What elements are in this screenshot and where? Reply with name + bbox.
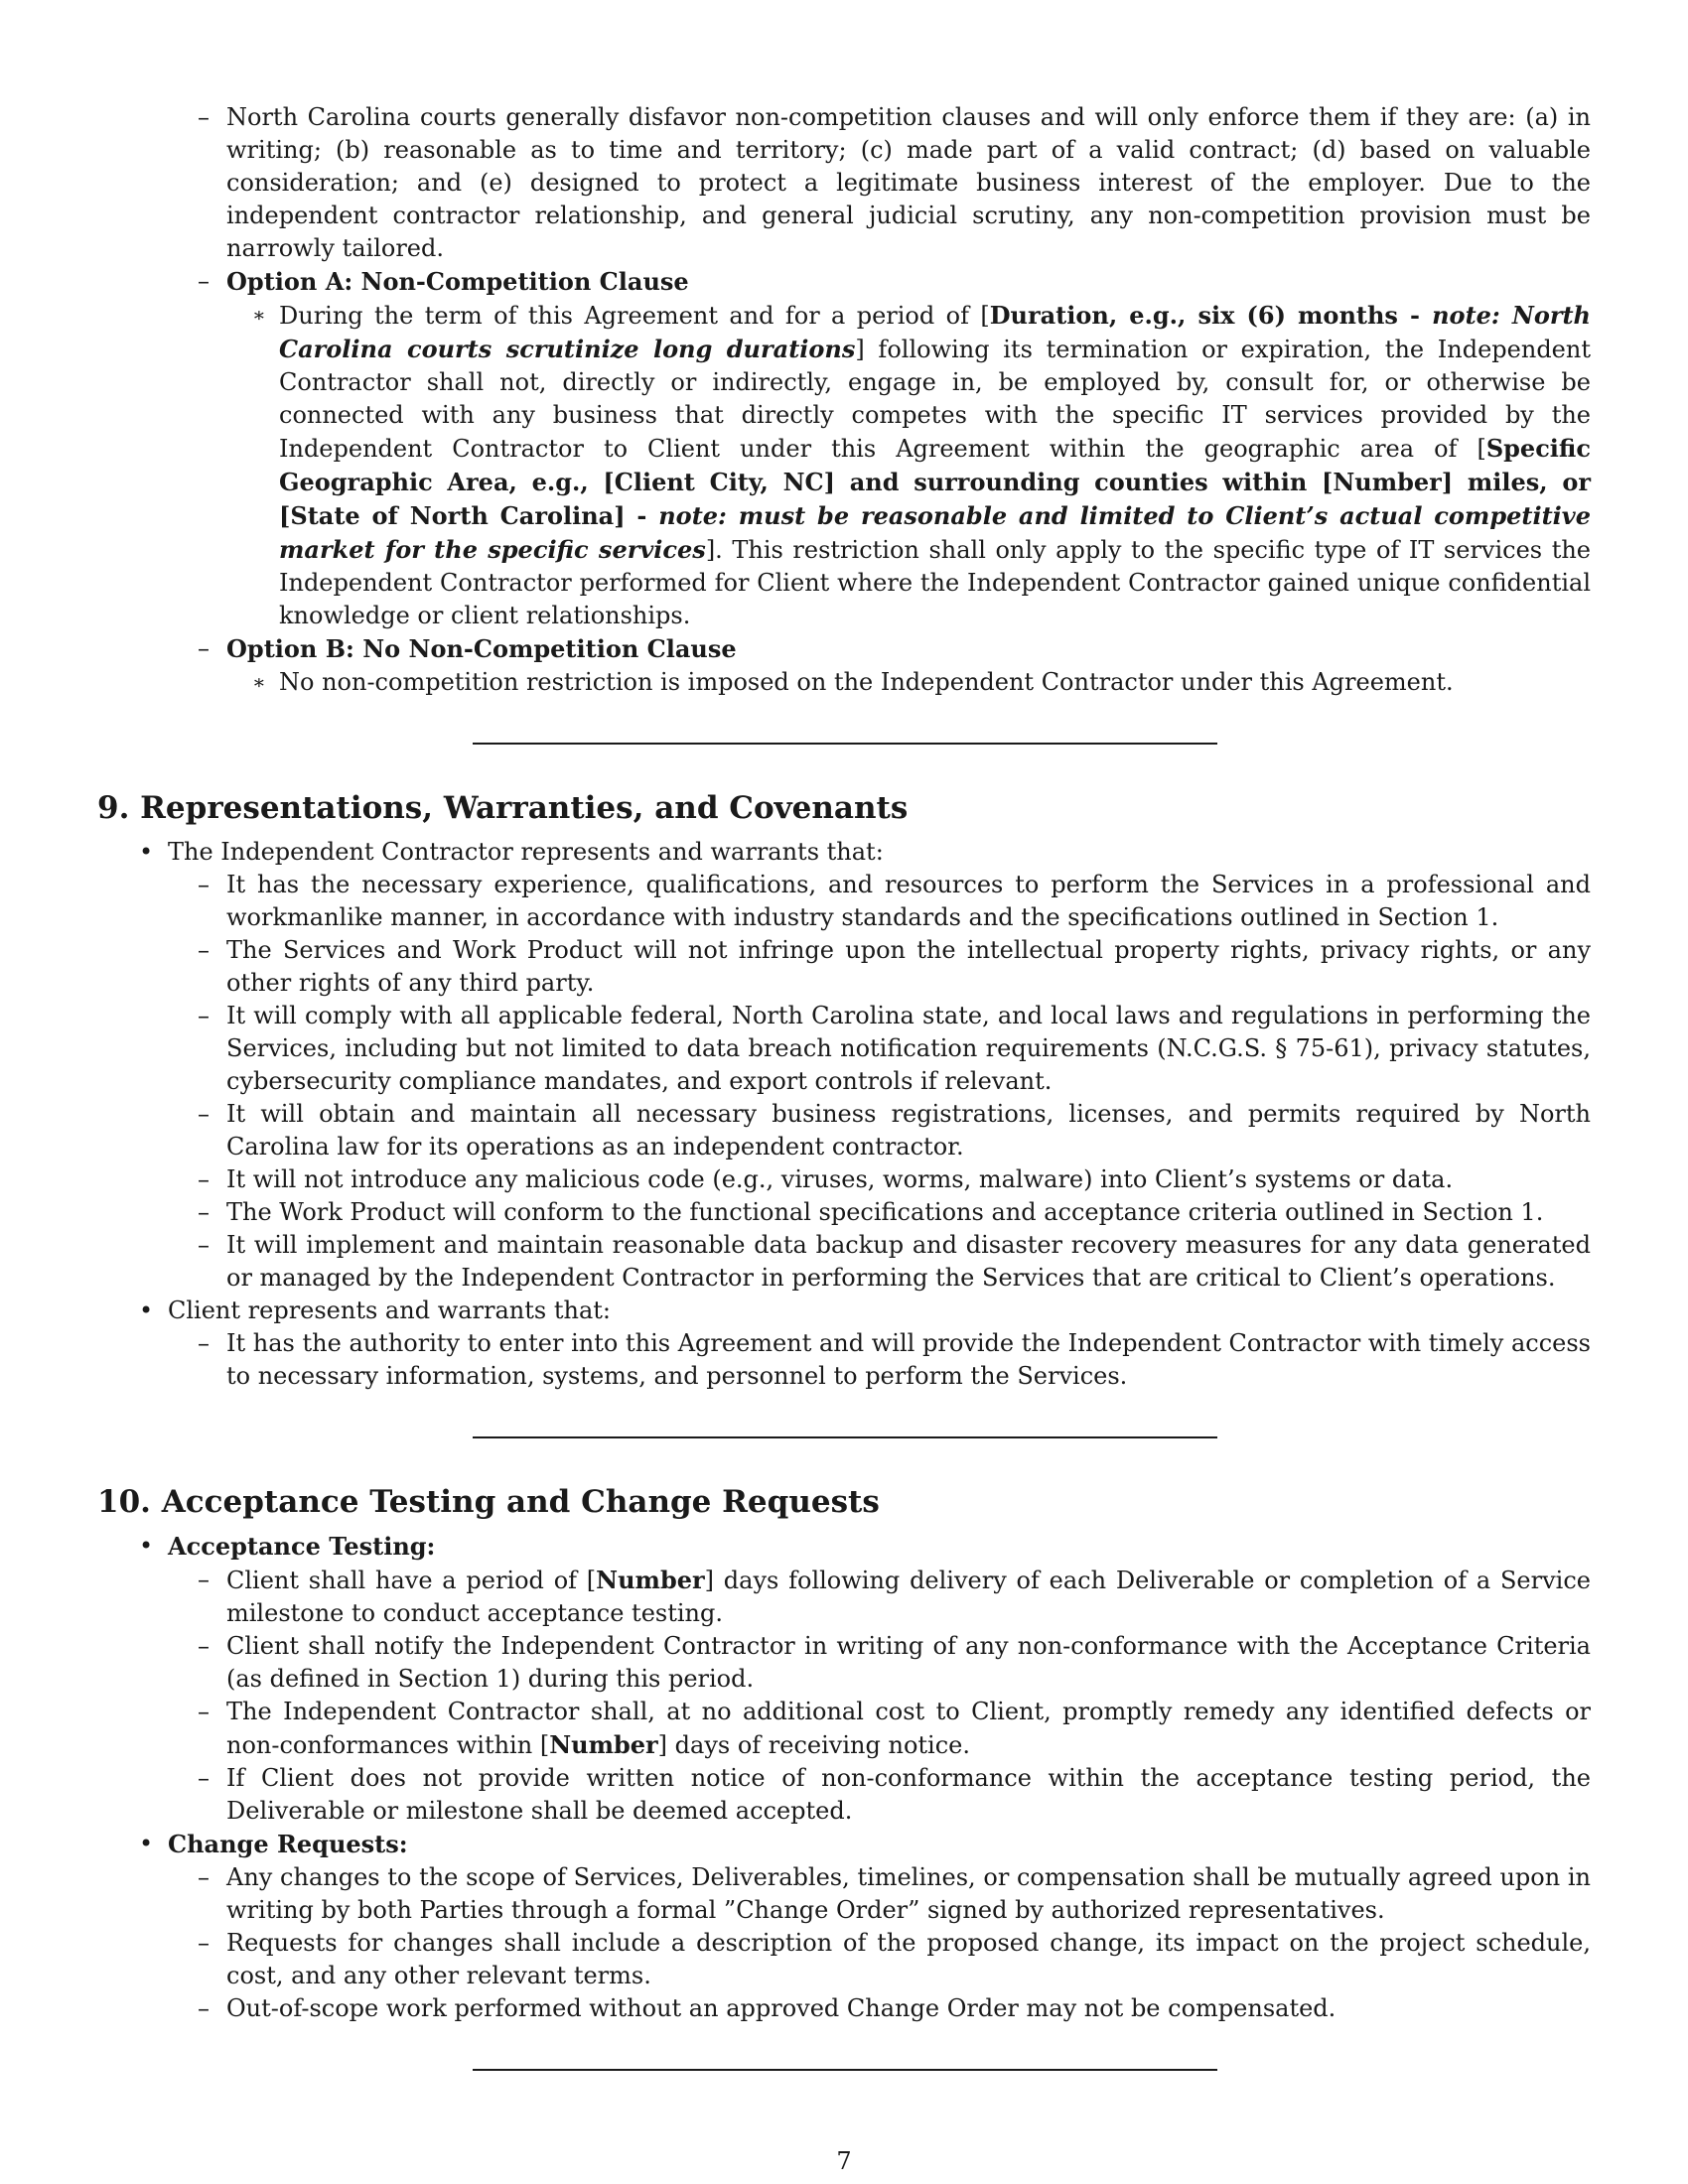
list-item — [139, 1828, 1591, 1861]
list-item: – It will obtain and maintain all necessary business registrations, licenses, and permits required by North Carolina law for its operations as an independent contractor. — [198, 1100, 1591, 1160]
list-item — [252, 299, 1592, 632]
list-item: – The Independent Contractor shall, at no additional cost to Client, promptly remedy any identified defects or non-conformances within [Number] days of receiving notice. — [198, 1698, 1591, 1759]
dash-marker: – — [198, 267, 210, 295]
list-item: – Client shall have a period of [Number] days following delivery of each Deliverable or completion of a Service milestone to conduct acceptance testing. — [198, 1566, 1591, 1627]
list-item — [139, 836, 1591, 869]
dash-marker: – — [198, 1929, 210, 1957]
client-intro: Client represents and warrants that: — [168, 1297, 611, 1324]
section-10-heading: 10. Acceptance Testing and Change Requests — [97, 1484, 880, 1520]
list-item: – It will comply with all applicable federal, North Carolina state, and local laws and regulations in performing the Services, including but not limited to data breach notification requirements (N.C.G.S. § 75-61), privacy statutes, cybersecurity compliance mandates, and export controls if relevant. — [198, 1002, 1591, 1095]
option-b-heading: Option B: No Non-Competition Clause — [226, 634, 737, 663]
dash-marker: – — [198, 103, 210, 131]
acceptance-testing-heading: Acceptance Testing: — [168, 1532, 436, 1561]
option-b-text: No non-competition restriction is imposed on the Independent Contractor under this Agreement. — [279, 668, 1454, 696]
section-divider — [473, 743, 1217, 745]
dash-marker: – — [198, 1231, 210, 1259]
bullet-marker: • — [139, 1532, 154, 1560]
dash-marker: – — [198, 1566, 210, 1593]
list-item — [139, 1530, 1591, 1564]
dash-marker: – — [198, 936, 210, 964]
page-content — [97, 101, 1591, 2071]
dash-marker: – — [198, 1994, 210, 2022]
list-item — [198, 265, 1591, 299]
star-marker: ∗ — [252, 303, 266, 327]
list-item — [198, 632, 1591, 666]
bullet-marker: • — [139, 1297, 154, 1324]
option-a-text: During the term of this Agreement and for a period of [Duration, e.g., six (6) months - note: North Carolina courts scrutinize long durations] following its termination or expiration, the Independent Contractor shall not, directly or indirectly, engage in, be employed by, consult for, or otherwise be connected with any business that directly competes with the specific IT services provided by the Independent Contractor to Client under this Agreement within the geographic area of [Specific Geographic Area, e.g., [Client City, NC] and surrounding counties within [Number] miles, or [State of North Carolina] - note: must be reasonable and limited to Client’s actual competitive market for the specific services]. This restriction shall only apply to the specific type of IT services the Independent Contractor performed for Client where the Independent Contractor gained unique confidential knowledge or client relationships. — [279, 301, 1592, 629]
list-item: – Any changes to the scope of Services, Deliverables, timelines, or compensation shall be mutually agreed upon in writing by both Parties through a formal ”Change Order” signed by authorized representatives. — [198, 1863, 1591, 1924]
star-marker: ∗ — [252, 670, 266, 694]
dash-marker: – — [198, 1698, 210, 1725]
list-item: – It will implement and maintain reasonable data backup and disaster recovery measures for any data generated or managed by the Independent Contractor in performing the Services that are critical to Client’s operations. — [198, 1231, 1591, 1292]
dash-marker: – — [198, 1002, 210, 1029]
list-item: – It has the authority to enter into this Agreement and will provide the Independent Contractor with timely access to necessary information, systems, and personnel to perform the Services. — [198, 1329, 1591, 1390]
list-item: – The Work Product will conform to the functional specifications and acceptance criteria outlined in Section 1. — [226, 1196, 1591, 1229]
list-item: – It will not introduce any malicious code (e.g., viruses, worms, malware) into Client’s systems or data. — [226, 1163, 1591, 1196]
section-divider — [473, 2069, 1217, 2071]
list-item: – Requests for changes shall include a description of the proposed change, its impact on the project schedule, cost, and any other relevant terms. — [198, 1929, 1591, 1989]
dash-marker: – — [198, 1632, 210, 1660]
section-divider — [473, 1436, 1217, 1438]
list-item: – The Services and Work Product will not infringe upon the intellectual property rights, privacy rights, or any other rights of any third party. — [198, 936, 1591, 997]
list-item — [252, 666, 1591, 699]
list-item — [139, 1295, 1591, 1327]
dash-marker: – — [198, 1165, 210, 1193]
list-item: – It has the necessary experience, qualifications, and resources to perform the Services in a professional and workmanlike manner, in accordance with industry standards and the specifications outlined in Section 1. — [198, 871, 1591, 931]
nc-note-text: North Carolina courts generally disfavor non-competition clauses and will only enforce them if they are: (a) in writing; (b) reasonable as to time and territory; (c) made part of a valid contract; (d) based on valuable consideration; and (e) designed to protect a legitimate business interest of the employer. Due to the independent contractor relationship, and general judicial scrutiny, any non-competition provision must be narrowly tailored. — [226, 103, 1591, 262]
list-item — [198, 101, 1591, 265]
list-item: – Client shall notify the Independent Contractor in writing of any non-conformance with the Acceptance Criteria (as defined in Section 1) during this period. — [198, 1632, 1591, 1693]
section-9-heading: 9. Representations, Warranties, and Covenants — [97, 790, 909, 826]
dash-marker: – — [198, 1764, 210, 1792]
dash-marker: – — [198, 871, 210, 898]
dash-marker: – — [198, 1863, 210, 1891]
bullet-marker: • — [139, 1830, 154, 1857]
change-requests-heading: Change Requests: — [168, 1830, 408, 1858]
list-item: – Out-of-scope work performed without an approved Change Order may not be compensated. — [226, 1992, 1591, 2025]
page-number: 7 — [836, 2147, 852, 2175]
option-a-heading: Option A: Non-Competition Clause — [226, 267, 689, 296]
bullet-marker: • — [139, 838, 154, 866]
dash-marker: – — [198, 634, 210, 662]
list-item: – If Client does not provide written notice of non-conformance within the acceptance testing period, the Deliverable or milestone shall be deemed accepted. — [198, 1764, 1591, 1825]
contractor-intro: The Independent Contractor represents and warrants that: — [168, 838, 884, 866]
dash-marker: – — [198, 1100, 210, 1128]
dash-marker: – — [198, 1198, 210, 1226]
dash-marker: – — [198, 1329, 210, 1357]
